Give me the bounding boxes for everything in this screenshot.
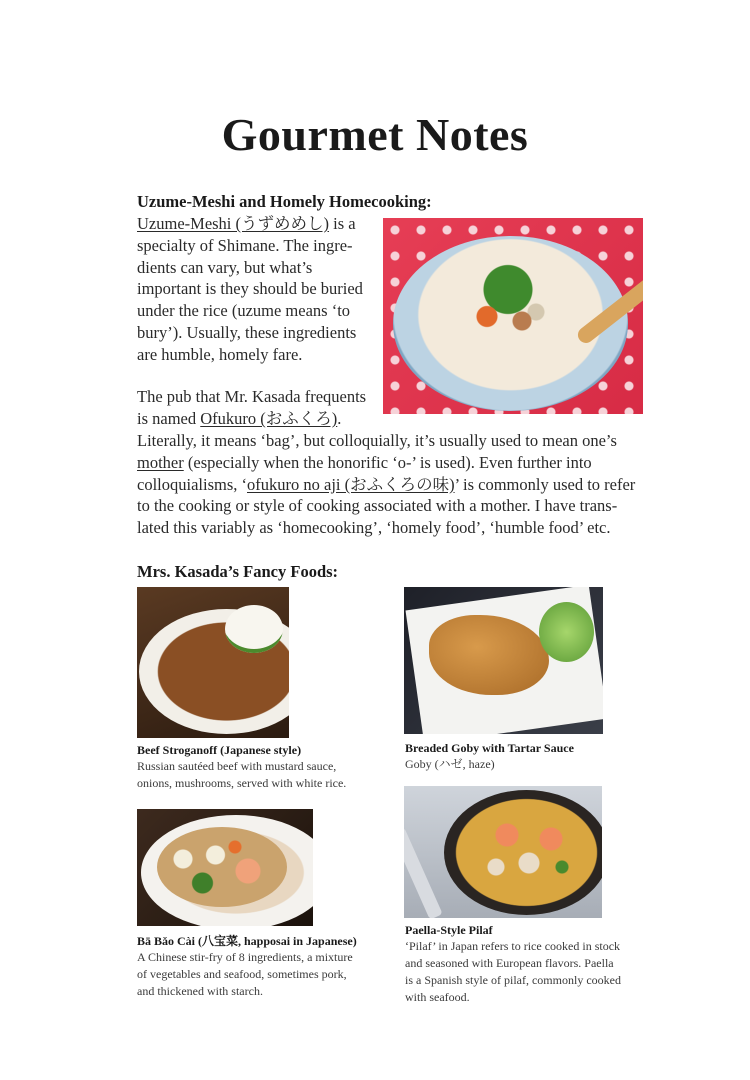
food-caption-stroganoff [137, 742, 346, 792]
rice-graphic [225, 605, 283, 653]
paragraph-line: dients can vary, but what’s [137, 257, 313, 277]
lettuce-graphic [539, 602, 594, 662]
paragraph-line: Literally, it means ‘bag’, but colloquially, it’s usually used to mean one’s [137, 431, 617, 450]
food-description-line: and seasoned with European flavors. Paella [405, 956, 614, 970]
food-caption-goby [405, 740, 574, 773]
paragraph-line: are humble, homely fare. [137, 344, 303, 364]
page-title: Gourmet Notes [221, 109, 529, 160]
paragraph-line: important is they should be buried [137, 279, 363, 299]
section-heading-uzume: Uzume-Meshi and Homely Homecooking: [137, 192, 432, 211]
paragraph-line [137, 474, 637, 496]
food-description-line: Goby (ハゼ, haze) [405, 757, 495, 771]
food-description-line: and thickened with starch. [137, 984, 263, 998]
fork-graphic [404, 827, 443, 918]
food-title: Breaded Goby with Tartar Sauce [405, 741, 574, 755]
paragraph-line [137, 408, 377, 430]
food-caption-happosai [137, 933, 357, 1000]
ofukuro-link[interactable]: Ofukuro (おふくろ) [200, 408, 338, 428]
food-description-line: Russian sautéed beef with mustard sauce, [137, 759, 337, 773]
food-description-line: A Chinese stir-fry of 8 ingredients, a mixture [137, 950, 353, 964]
food-description-line: onions, mushrooms, served with white rice. [137, 776, 347, 790]
seafood-graphic [474, 811, 584, 891]
uzume-meshi-link[interactable]: Uzume-Meshi (うずめめし) [137, 214, 330, 233]
paragraph-line [137, 213, 377, 235]
paragraph-ofukuro-top [137, 386, 377, 430]
section-heading-fancy-foods: Mrs. Kasada’s Fancy Foods: [137, 562, 339, 581]
paella-pilaf-photo [404, 786, 602, 918]
food-title: Beef Stroganoff (Japanese style) [137, 743, 302, 757]
text-fragment: ’ is commonly used to refer [454, 474, 636, 494]
food-description-line: with seafood. [405, 990, 470, 1004]
text-fragment: is a [329, 214, 356, 233]
paragraph-uzume [137, 213, 377, 366]
food-caption-paella [405, 922, 621, 1006]
ofukuro-no-aji-link[interactable]: ofukuro no aji (おふくろの味) [247, 474, 455, 494]
paragraph-line: under the rice (uzume means ‘to [137, 301, 351, 321]
food-description-line: is a Spanish style of pilaf, commonly cooked [405, 973, 621, 987]
uzume-meshi-photo [383, 218, 643, 414]
food-title: Bā Bǎo Cài (八宝菜, happosai in Japanese) [137, 934, 357, 948]
food-description-line: of vegetables and seafood, sometimes pork, [137, 967, 347, 981]
paragraph-line: specialty of Shimane. The ingre- [137, 235, 353, 255]
paragraph-line [137, 452, 637, 474]
text-fragment: . [337, 408, 342, 428]
toppings-graphic [438, 258, 578, 348]
paragraph-line: to the cooking or style of cooking associated with a mother. I have trans- [137, 496, 618, 516]
food-description-line: ‘Pilaf’ in Japan refers to rice cooked in stock [405, 939, 621, 953]
beef-stroganoff-photo [137, 587, 289, 738]
breaded-goby-photo [404, 587, 603, 734]
paragraph-line: bury’). Usually, these ingredients [137, 322, 357, 342]
text-fragment: is named [137, 408, 201, 428]
text-fragment: colloquialisms, ‘ [137, 474, 247, 494]
paragraph-line: lated this variably as ‘homecooking’, ‘homely food’, ‘humble food’ etc. [137, 518, 611, 538]
food-title: Paella-Style Pilaf [405, 923, 493, 937]
mother-link[interactable]: mother [137, 452, 184, 472]
happosai-photo [137, 809, 313, 926]
stir-fry-graphic [157, 827, 287, 907]
text-fragment: (especially when the honorific ‘o-’ is used). Even further into [183, 452, 592, 472]
paragraph-ofukuro-bottom [137, 430, 637, 539]
paragraph-line: The pub that Mr. Kasada frequents [137, 387, 367, 406]
